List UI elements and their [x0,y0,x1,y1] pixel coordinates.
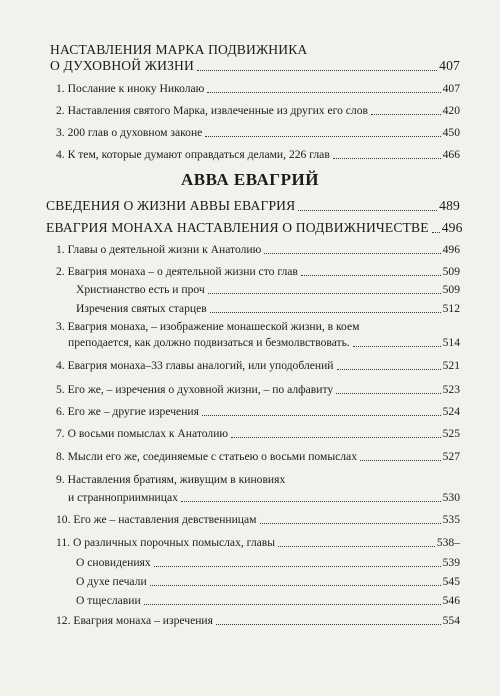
leader-dots [260,523,441,524]
leader-dots [150,585,441,586]
leader-dots [154,566,441,567]
item-label: 4. Евагрия монаха–33 главы аналогий, или уподоблений [56,359,334,372]
list-item[interactable] [76,575,460,589]
page-number: 546 [442,594,460,607]
section-entry[interactable] [46,198,460,214]
item-label: О сновидениях [76,556,151,569]
page-number: 496 [441,220,463,235]
section-entry[interactable] [46,220,463,236]
page-number: 407 [442,82,460,95]
item-label-line2: и странноприимницах [68,491,178,504]
list-item[interactable] [56,265,460,279]
page-number: 538– [436,536,460,549]
page-number: 530 [442,491,460,504]
item-label: 2. Евагрия монаха – о деятельной жизни сто глав [56,265,298,278]
list-item[interactable] [76,594,460,608]
list-item[interactable] [56,82,460,96]
leader-dots [333,158,441,159]
leader-dots [210,312,441,313]
page-number: 496 [442,243,460,256]
leader-dots [231,437,441,438]
item-label: 3. 200 глав о духовном законе [56,126,203,139]
leader-dots [371,114,441,115]
item-label: О духе печали [76,575,147,588]
leader-dots [298,210,437,211]
page-number: 407 [439,58,460,73]
leader-dots [207,92,440,93]
leader-dots [144,604,441,605]
list-item[interactable] [56,104,460,118]
leader-dots [353,346,441,347]
page-number: 489 [439,198,460,213]
page-number: 545 [442,575,460,588]
leader-dots [337,369,441,370]
item-label: 11. О различных порочных помыслах, главы [56,536,276,549]
page-number: 523 [442,383,460,396]
page-number: 512 [442,302,460,315]
item-label: 6. Его же – другие изречения [56,405,199,418]
leader-dots [301,275,441,276]
page-number: 509 [442,283,460,296]
item-label-line1: 3. Евагрия монаха, – изображение монашеской жизни, в коем [56,320,360,333]
item-label: Христианство есть и проч [76,283,205,296]
list-item[interactable] [56,405,460,419]
page-number: 524 [442,405,460,418]
list-item[interactable] [56,148,460,162]
item-label: 1. Главы о деятельной жизни к Анатолию [56,243,262,256]
leader-dots [278,546,435,547]
leader-dots [264,253,440,254]
leader-dots [216,624,441,625]
page-number: 514 [442,336,460,349]
leader-dots [202,415,441,416]
leader-dots [197,70,437,71]
list-item[interactable] [56,513,460,527]
leader-dots [432,232,440,233]
item-label: 4. К тем, которые думают оправдаться делами, 226 глав [56,148,330,161]
list-item[interactable] [68,336,460,350]
list-item[interactable] [56,383,460,397]
item-label: О тщеславии [76,594,141,607]
leader-dots [181,501,441,502]
page-number: 450 [442,126,460,139]
section-title-line2: О ДУХОВНОЙ ЖИЗНИ [50,58,194,73]
list-item[interactable] [56,126,460,140]
page-number: 527 [442,450,460,463]
page-number: 466 [442,148,460,161]
section-title-entry[interactable] [50,58,460,74]
list-item[interactable] [56,614,460,628]
list-item[interactable] [76,556,460,570]
page-number: 521 [442,359,460,372]
leader-dots [336,393,440,394]
item-label: 5. Его же, – изречения о духовной жизни, – по алфавиту [56,383,334,396]
page-number: 554 [442,614,460,627]
page-number: 509 [442,265,460,278]
page-number: 420 [442,104,460,117]
item-label-line2: преподается, как должно подвизаться и безмолвствовать. [68,336,350,349]
leader-dots [360,460,441,461]
page-number: 535 [442,513,460,526]
item-label: 12. Евагрия монаха – изречения [56,614,213,627]
list-item[interactable] [56,243,460,257]
list-item[interactable] [56,536,460,550]
list-item[interactable] [56,427,460,441]
item-label: СВЕДЕНИЯ О ЖИЗНИ АВВЫ ЕВАГРИЯ [46,198,296,213]
list-item[interactable] [56,450,460,464]
section-title-line1: НАСТАВЛЕНИЯ МАРКА ПОДВИЖНИКА [50,42,308,57]
item-label: 2. Наставления святого Марка, извлеченные из других его слов [56,104,368,117]
item-label: ЕВАГРИЯ МОНАХА НАСТАВЛЕНИЯ О ПОДВИЖНИЧЕСТВЕ [46,220,429,235]
page-number: 525 [442,427,460,440]
list-item[interactable] [68,491,460,505]
list-item[interactable] [76,302,460,316]
item-label: 10. Его же – наставления девственницам [56,513,257,526]
item-label-line1: 9. Наставления братиям, живущим в киновиях [56,473,286,486]
leader-dots [205,136,440,137]
item-label: 8. Мысли его же, соединяемые с статьею о восьми помыслах [56,450,358,463]
list-item[interactable] [76,283,460,297]
item-label: 1. Послание к иноку Николаю [56,82,205,95]
page-number: 539 [442,556,460,569]
list-item[interactable] [56,359,460,373]
item-label: 7. О восьми помыслах к Анатолию [56,427,229,440]
item-label: Изречения святых старцев [76,302,207,315]
section-heading: АВВА ЕВАГРИЙ [181,170,319,189]
leader-dots [208,293,441,294]
